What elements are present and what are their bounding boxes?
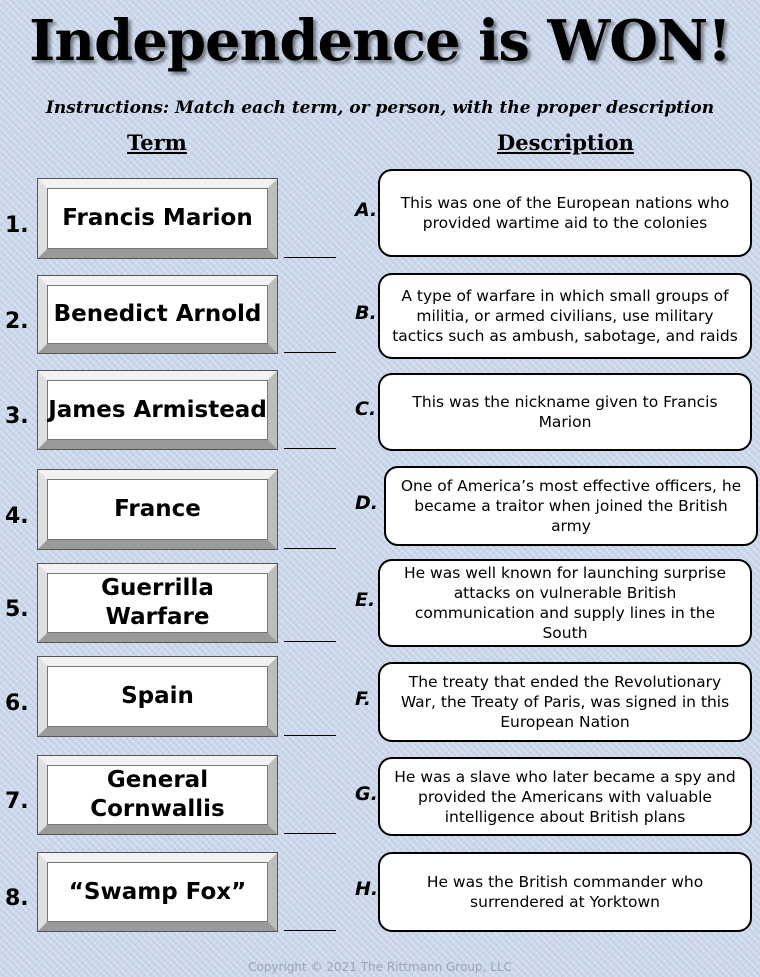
term-number: 3. [5, 404, 29, 429]
copyright: Copyright © 2021 The Rittmann Group, LLC [248, 960, 512, 974]
term-number: 4. [5, 503, 29, 529]
description-box: The treaty that ended the Revolutionary War, the Treaty of Paris, was signed in this European Nation [378, 662, 752, 742]
term-box [37, 563, 278, 643]
description-letter: E. [355, 589, 376, 611]
answer-blank[interactable] [284, 256, 336, 258]
term-number: 1. [5, 212, 29, 238]
description-letter: C. [355, 398, 377, 420]
description-letter: H. [355, 878, 379, 900]
page-title: Independence is WON! [29, 8, 731, 74]
description-letter: D. [355, 492, 378, 514]
description-box: He was a slave who later became a spy and provided the Americans with valuable intelligence about British plans [378, 757, 752, 836]
term-label: Francis Marion [47, 188, 268, 249]
description-letter: B. [355, 302, 377, 324]
description-box: One of America’s most effective officers, he became a traitor when joined the British army [384, 466, 758, 546]
term-label: “Swamp Fox” [47, 862, 268, 922]
answer-blank[interactable] [284, 640, 336, 642]
term-label: Benedict Arnold [47, 285, 268, 344]
term-box [37, 275, 278, 354]
answer-blank[interactable] [284, 929, 336, 931]
description-box: He was the British commander who surrendered at Yorktown [378, 852, 752, 932]
term-box [37, 656, 278, 737]
answer-blank[interactable] [284, 351, 336, 353]
description-letter: F. [355, 688, 372, 710]
term-label: France [47, 479, 268, 540]
term-box [37, 178, 278, 259]
term-label: General Cornwallis [47, 765, 268, 825]
term-box [37, 852, 278, 932]
term-box [37, 370, 278, 450]
description-box: He was well known for launching surprise attacks on vulnerable British communication and supply lines in the South [378, 559, 752, 647]
term-label: James Armistead [47, 380, 268, 440]
description-header: Description [497, 130, 634, 155]
term-number: 5. [5, 597, 29, 622]
term-number: 6. [5, 690, 29, 716]
answer-blank[interactable] [284, 832, 336, 834]
term-box [37, 755, 278, 835]
description-letter: G. [355, 782, 378, 805]
description-box: A type of warfare in which small groups of militia, or armed civilians, use military tactics such as ambush, sabotage, and raids [378, 273, 752, 359]
term-label: Guerrilla Warfare [47, 573, 268, 633]
answer-blank[interactable] [284, 734, 336, 736]
term-label: Spain [47, 666, 268, 727]
term-number: 2. [5, 308, 29, 334]
description-box: This was one of the European nations who provided wartime aid to the colonies [378, 169, 752, 257]
description-box: This was the nickname given to Francis Marion [378, 373, 752, 451]
term-box [37, 469, 278, 550]
instructions: Instructions: Match each term, or person, with the proper description [45, 98, 715, 118]
term-number: 7. [5, 789, 29, 814]
answer-blank[interactable] [284, 547, 336, 549]
term-header: Term [127, 130, 187, 155]
term-number: 8. [5, 886, 29, 911]
answer-blank[interactable] [284, 447, 336, 449]
description-letter: A. [355, 199, 378, 221]
